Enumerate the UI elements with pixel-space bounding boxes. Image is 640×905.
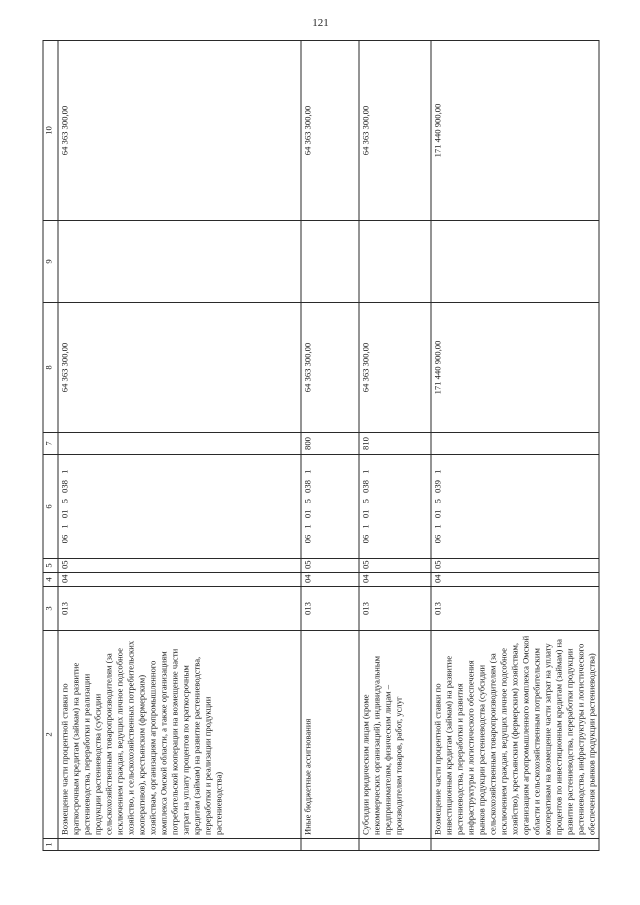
code-part: 038 [302,480,313,493]
row-number-cell [301,839,359,851]
amount-cell: 64 363 300,00 [58,303,301,433]
code-part: 01 [302,509,313,519]
code-part: 038 [59,480,70,493]
code-part: 01 [360,509,371,519]
section-code-cell: 04 [301,573,359,587]
total-amount-cell: 64 363 300,00 [359,41,431,221]
code-part: 01 [59,509,70,519]
row-description: Субсидии юридическим лицам (кроме некоммерческих организаций), индивидуальным предпринимателям, физическим лицам – производителям товаров, работ, услуг [359,631,431,839]
code-part: 5 [302,499,313,504]
subsection-code-cell: 05 [58,559,301,573]
total-amount-cell: 64 363 300,00 [301,41,359,221]
expense-type-cell: 810 [359,433,431,455]
amount-cell: 171 440 900,00 [431,303,599,433]
table-row [431,41,599,851]
code-part: 5 [59,499,70,504]
code-part: 1 [302,524,313,529]
row-description: Иные бюджетные ассигнования [301,631,359,839]
code-part: 06 [302,534,313,544]
column-number-3: 3 [43,587,58,631]
code-part: 1 [59,524,70,529]
column-number-8: 8 [43,303,58,433]
amount-cell: 64 363 300,00 [359,303,431,433]
column-number-10: 10 [43,41,58,221]
amount-cell: 64 363 300,00 [301,303,359,433]
column-number-2: 2 [43,631,58,839]
row-number-cell [58,839,301,851]
total-amount-cell: 64 363 300,00 [58,41,301,221]
code-part: 06 [432,534,443,544]
admin-code-cell: 013 [359,587,431,631]
section-code-cell: 04 [359,573,431,587]
expense-type-cell: 800 [301,433,359,455]
amount-cell [359,221,431,303]
amount-cell [431,221,599,303]
subsection-code-cell: 05 [431,559,599,573]
code-part: 038 [360,480,371,493]
budget-table [43,40,600,851]
row-number-cell [359,839,431,851]
code-part: 06 [59,534,70,544]
section-code-cell: 04 [431,573,599,587]
column-number-6: 6 [43,455,58,559]
expense-type-cell [431,433,599,455]
column-number-9: 9 [43,221,58,303]
row-description: Возмещение части процентной ставки по инвестиционным кредитам (займам) на развитие растениеводства, переработки и развития инфраструктуры и логистического обеспечения рынков продукции растениеводства (субсидии сельскохозяйственным товаропроизводителям (за исключением граждан, ведущих личное подсобное хозяйство), крестьянским (фермерским) хозяйствам, организациям агропромышленного комплекса Омской области и сельскохозяйственным потребительским кооперативам на возмещение части затрат на уплату процентов по инвестиционным кредитам (займам) на развитие растениеводства, переработки продукции растениеводства, инфраструктуры и логистического обеспечения рынков продукции растениеводства) [431,631,599,839]
code-part: 039 [432,480,443,493]
row-description: Возмещение части процентной ставки по краткосрочным кредитам (займам) на развитие растениеводства, переработки и реализации продукции растениеводства (субсидии сельскохозяйственным товаропроизводителям (за исключением граждан, ведущих личное подсобное хозяйство, и сельскохозяйственных потребительских кооперативов), крестьянским (фермерским) хозяйствам, организациям агропромышленного комплекса Омской области, а также организациям потребительской кооперации на возмещение части затрат на уплату процентов по краткосрочным кредитам (займам) на развитие растениеводства, переработки и реализации продукции растениеводства) [58,631,301,839]
total-amount-cell: 171 440 900,00 [431,41,599,221]
subsection-code-cell: 05 [359,559,431,573]
code-part: 1 [360,524,371,529]
section-code-cell: 04 [58,573,301,587]
amount-cell [58,221,301,303]
target-article-code-cell [58,455,301,559]
table-row [58,41,301,851]
rotated-table-container [43,17,598,851]
code-part: 06 [360,534,371,544]
code-part: 1 [59,469,70,474]
target-article-code-cell [431,455,599,559]
column-number-4: 4 [43,573,58,587]
code-part: 5 [432,499,443,504]
code-part: 01 [432,509,443,519]
column-number-5: 5 [43,559,58,573]
row-number-cell [431,839,599,851]
expense-type-cell [58,433,301,455]
column-number-row [43,41,58,851]
subsection-code-cell: 05 [301,559,359,573]
code-part: 1 [432,524,443,529]
column-number-1: 1 [43,839,58,851]
code-part: 1 [432,469,443,474]
page-number: 121 [311,17,329,30]
admin-code-cell: 013 [431,587,599,631]
table-row [359,41,431,851]
admin-code-cell: 013 [58,587,301,631]
target-article-code-cell [359,455,431,559]
target-article-code-cell [301,455,359,559]
code-part: 1 [302,469,313,474]
table-row [301,41,359,851]
amount-cell [301,221,359,303]
admin-code-cell: 013 [301,587,359,631]
code-part: 1 [360,469,371,474]
column-number-7: 7 [43,433,58,455]
code-part: 5 [360,499,371,504]
